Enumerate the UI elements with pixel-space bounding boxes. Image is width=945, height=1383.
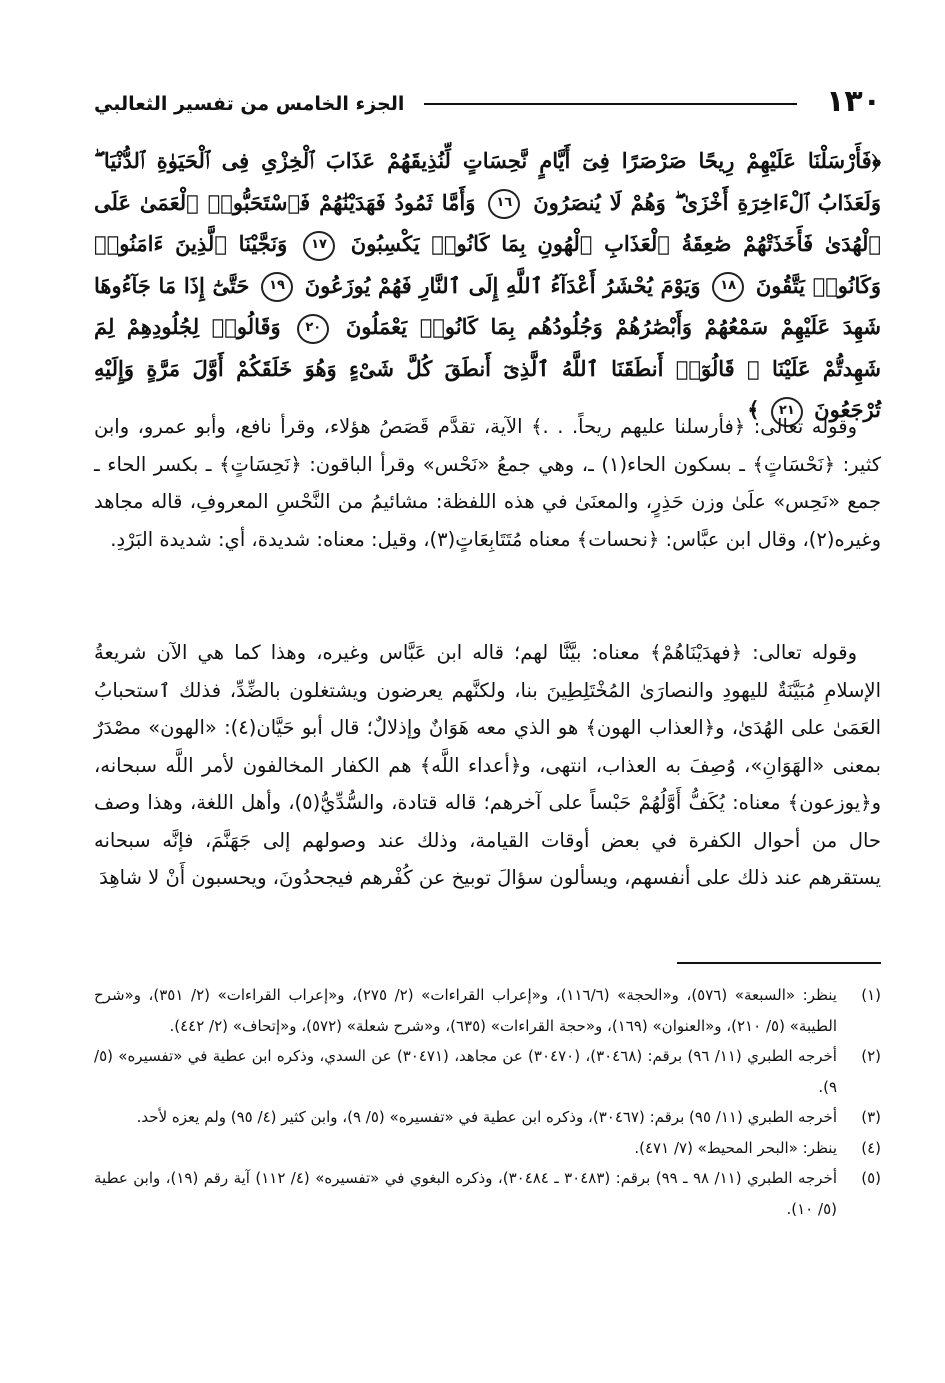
verse-text: وَأَمَّا ثَمُودُ فَهَدَيْنَٰهُمْ فَٱسْتَحَبُّوا۟ ٱلْعَمَىٰ عَلَى ٱلْهُدَىٰ فَأَخَذَتْهُمْ صَٰعِقَةُ ٱلْعَذَابِ ٱلْهُونِ بِمَا كَانُوا۟ يَكْسِبُونَ: [94, 189, 882, 256]
ayah-number-badge: ١٩: [261, 272, 293, 302]
commentary-paragraph-2: [94, 634, 881, 897]
verse-text: وَقَالُوا۟ لِجُلُودِهِمْ لِمَ شَهِدتُّمْ عَلَيْنَا ۖ قَالُوٓا۟ أَنطَقَنَا ٱللَّهُ ٱلَّذِىٓ أَنطَقَ كُلَّ شَىْءٍ وَهُوَ خَلَقَكُمْ أَوَّلَ مَرَّةٍ وَإِلَيْهِ تُرْجَعُونَ: [94, 314, 881, 422]
footnote-number: (٣): [861, 1108, 881, 1126]
footnotes: [94, 980, 881, 1224]
footnote: [94, 1041, 881, 1102]
footnote-number: (٤): [861, 1138, 881, 1157]
footnote-number: (١): [861, 986, 881, 1004]
running-title: الجزء الخامس من تفسير الثعالبي: [94, 93, 405, 115]
ayah-number-badge: ٢١: [771, 397, 803, 427]
commentary-paragraph-1: [94, 408, 881, 558]
paragraph-text: وقوله تعالى: ﴿فهدَيْنَاهُمْ﴾ معناه: بيَّنَّا لهم؛ قاله ابن عَبَّاس وغيره، وهذا كما هي الآن شريعةُ الإسلامِ مُبَيَّنَةٌ لليهودِ والنصارَىٰ المُخْتَلِطِينَ بنا، ولكنَّهم يعرضون ويشتغلون بالضِّدِّ، فذلك ٱستحبابُ العَمَىٰ على الهُدَىٰ، و﴿العذاب الهون﴾ هو الذي معه هَوَانٌ وإذلالٌ؛ قال أبو حَيَّان(٤): «الهون» مصْدَرٌ بمعنى «الهَوَانِ»، وُصِفَ به العذاب، انتهى، و﴿أعداء اللَّه﴾ هم الكفار المخالفون لأمر اللَّه سبحانه، و﴿يوزعون﴾ معناه: يُكَفُّ أَوَّلُهُمْ حَبْساً على آخرهم؛ قاله قتادة، والسُّدِّيُّ(٥)، وأهل اللغة، وهذا وصف حال من أحوال الكفرة في بعض أوقات القيامة، وذلك عند وصولهم إلى جَهَنَّمَ، فإنَّه سبحانه يستقرهم عند ذلك على أنفسهم، ويسألون سؤالَ توبيخ عن كُفْرهم فيجحدُونَ، ويحسبون أَنْ لا شاهِدَ: [94, 641, 881, 889]
page-number: ١٣٠: [826, 84, 881, 119]
header-rule: [424, 103, 797, 105]
footnote-number: (٥): [861, 1169, 881, 1187]
footnote-text: أخرجه الطبري (١١/ ٩٦) برقم: (٣٠٤٦٨)، (٣٠٤٧٠) عن مجاهد، (٣٠٤٧١) عن السدي، وذكره ابن عطية في «تفسيره» (٥/ ٩).: [94, 1047, 837, 1096]
verse-text: ﴿فَأَرْسَلْنَا عَلَيْهِمْ رِيحًا صَرْصَرًا فِىٓ أَيَّامٍ نَّحِسَاتٍ لِّنُذِيقَهُمْ عَذَابَ ٱلْخِزْىِ فِى ٱلْحَيَوٰةِ ٱلدُّنْيَا ۖ وَلَعَذَابُ ٱلْءَاخِرَةِ أَخْزَىٰ ۖ وَهُمْ لَا يُنصَرُونَ: [94, 148, 881, 215]
verse-text: وَيَوْمَ يُحْشَرُ أَعْدَآءُ ٱللَّهِ إِلَى ٱلنَّارِ فَهُمْ يُوزَعُونَ: [304, 272, 701, 298]
paragraph-text: وقوله تعالى: ﴿فأرسلنا عليهم ريحاً. . .﴾ الآية، تقدَّم قَصَصُ هؤلاء، وقرأ نافع، وأبو عمرو، وابن كثير: ﴿نَحْسَاتٍ﴾ ـ بسكون الحاء(١) ـ، وهي جمعُ «نَحْس» وقرأ الباقون: ﴿نَحِسَاتٍ﴾ ـ بكسر الحاء ـ جمع «نَحِس» علَىٰ وزن حَذِرٍ، والمعنَىٰ في هذه اللفظة: مشائيمُ من النَّحْسِ المعروفِ، قاله مجاهد وغيره(٢)، وقال ابن عبَّاس: ﴿نحسات﴾ معناه مُتَتَابِعَاتٍ(٣)، وقيل: معناه: شديدة، أي: شديدة البَرْدِ.: [94, 415, 881, 551]
verse-text: وَنَجَّيْنَا ٱلَّذِينَ ءَامَنُوا۟ وَكَانُوا۟ يَتَّقُونَ: [94, 231, 882, 298]
footnote-separator: [677, 962, 881, 964]
footnote: [94, 1163, 881, 1224]
footnote-number: (٢): [861, 1047, 881, 1065]
ayah-number-badge: ١٦: [488, 189, 520, 219]
footnote-text: أخرجه الطبري (١١/ ٩٨ ـ ٩٩) برقم: (٣٠٤٨٣ ـ ٣٠٤٨٤)، وذكره البغوي في «تفسيره» (٤/ ١١٢) آية رقم (١٩)، وابن عطية (٥/ ١٠).: [94, 1169, 837, 1218]
closing-bracket: ﴾: [747, 397, 760, 422]
quran-verses: [94, 140, 881, 431]
ayah-number-badge: ١٨: [712, 272, 744, 302]
ayah-number-badge: ٢٠: [297, 314, 329, 344]
footnote: [94, 980, 881, 1041]
verse-text: حَتَّىٰٓ إِذَا مَا جَآءُوهَا شَهِدَ عَلَيْهِمْ سَمْعُهُمْ وَأَبْصَٰرُهُمْ وَجُلُودُهُم بِمَا كَانُوا۟ يَعْمَلُونَ: [94, 272, 882, 339]
footnote: [94, 1133, 881, 1164]
running-header: [94, 84, 881, 124]
footnote: [94, 1102, 881, 1133]
footnote-text: ينظر: «البحر المحيط» (٧/ ٤٧١).: [634, 1138, 837, 1157]
footnote-text: أخرجه الطبري (١١/ ٩٥) برقم: (٣٠٤٦٧)، وذكره ابن عطية في «تفسيره» (٥/ ٩)، وابن كثير (٤/ ٩٥) ولم يعزه لأحد.: [136, 1108, 837, 1126]
footnote-text: ينظر: «السبعة» (٥٧٦)، و«الحجة» (١١٦/٦)، و«إعراب القراءات» (٢/ ٢٧٥)، و«إعراب القراءات» (٢/ ٣٥١)، و«شرح الطيبة» (٥/ ٢١٠)، و«العنوان» (١٦٩)، و«حجة القراءات» (٦٣٥)، و«شرح شعلة» (٥٧٢)، و«إتحاف» (٢/ ٤٤٢).: [94, 986, 837, 1035]
ayah-number-badge: ١٧: [303, 231, 335, 261]
